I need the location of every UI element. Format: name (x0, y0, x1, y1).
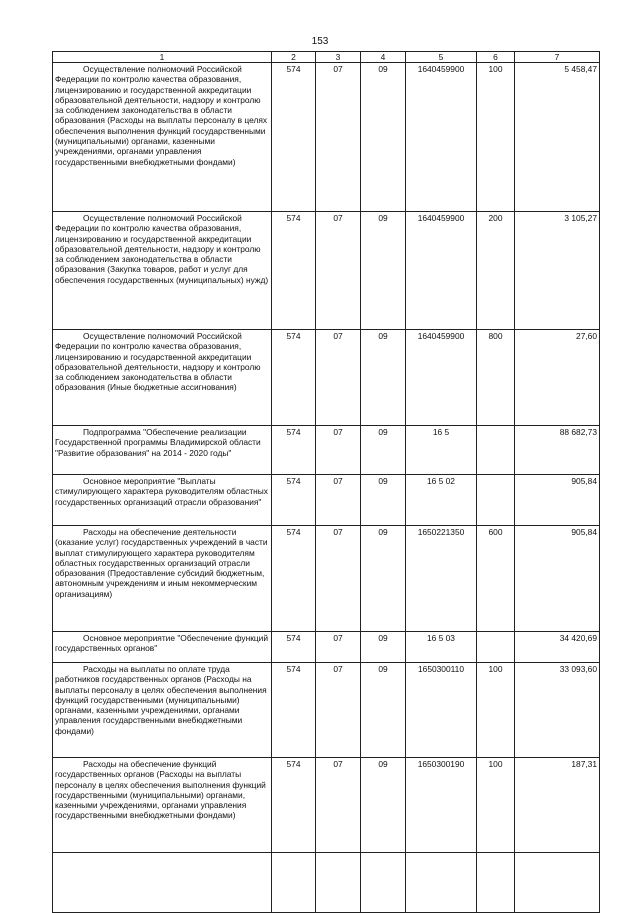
amount-cell: 905,84 (515, 526, 600, 632)
expense-name-cell (53, 475, 272, 526)
section-code-cell: 07 (316, 475, 361, 526)
expense-name: Расходы на обеспечение функций государственных органов (Расходы на выплаты персоналу в целях обеспечения выполнения функций государственными (муниципальными) органами, казенными учреждениями, органами управления государственными внебюджетными фондами) (55, 759, 266, 821)
amount-cell: 27,60 (515, 330, 600, 426)
column-header: 7 (515, 52, 600, 63)
subsection-code-cell: 09 (361, 63, 406, 212)
expense-type-cell: 100 (477, 758, 515, 853)
expense-type-cell (477, 475, 515, 526)
subsection-code-cell: 09 (361, 330, 406, 426)
section-code-cell: 07 (316, 632, 361, 663)
subsection-code-cell: 09 (361, 758, 406, 853)
ministry-code-cell: 574 (272, 526, 316, 632)
target-article-cell: 16 5 03 (406, 632, 477, 663)
expense-name: Основное мероприятие "Выплаты стимулирующего характера руководителям областных государственных организаций отрасли образования" (55, 476, 268, 507)
table-row (53, 663, 600, 758)
budget-table (52, 51, 600, 913)
table-row (53, 632, 600, 663)
table-row (53, 426, 600, 475)
amount-cell: 88 682,73 (515, 426, 600, 475)
expense-type-cell: 800 (477, 330, 515, 426)
blank-cell (53, 853, 272, 913)
table-row (53, 63, 600, 212)
expense-type-cell: 100 (477, 63, 515, 212)
expense-type-cell: 100 (477, 663, 515, 758)
expense-name-cell (53, 758, 272, 853)
expense-name-cell (53, 426, 272, 475)
blank-cell (477, 853, 515, 913)
amount-cell: 3 105,27 (515, 212, 600, 330)
target-article-cell: 16 5 (406, 426, 477, 475)
section-code-cell: 07 (316, 330, 361, 426)
subsection-code-cell: 09 (361, 475, 406, 526)
expense-name-cell (53, 212, 272, 330)
table-row (53, 758, 600, 853)
expense-name-cell (53, 63, 272, 212)
subsection-code-cell: 09 (361, 663, 406, 758)
column-header: 2 (272, 52, 316, 63)
ministry-code-cell: 574 (272, 758, 316, 853)
blank-cell (406, 853, 477, 913)
column-header: 6 (477, 52, 515, 63)
ministry-code-cell: 574 (272, 663, 316, 758)
ministry-code-cell: 574 (272, 212, 316, 330)
expense-type-cell: 200 (477, 212, 515, 330)
target-article-cell: 16 5 02 (406, 475, 477, 526)
expense-name-cell (53, 330, 272, 426)
ministry-code-cell: 574 (272, 632, 316, 663)
section-code-cell: 07 (316, 526, 361, 632)
amount-cell: 187,31 (515, 758, 600, 853)
page-number: 153 (311, 36, 329, 47)
column-header: 4 (361, 52, 406, 63)
section-code-cell: 07 (316, 63, 361, 212)
target-article-cell: 1640459900 (406, 212, 477, 330)
expense-name-cell (53, 632, 272, 663)
target-article-cell: 1650300110 (406, 663, 477, 758)
amount-cell: 905,84 (515, 475, 600, 526)
target-article-cell: 1650221350 (406, 526, 477, 632)
table-row (53, 526, 600, 632)
expense-type-cell (477, 632, 515, 663)
expense-name-cell (53, 663, 272, 758)
expense-name: Подпрограмма "Обеспечение реализации Государственной программы Владимирской области "Развитие образования" на 2014 - 2020 годы" (55, 427, 261, 458)
section-code-cell: 07 (316, 758, 361, 853)
column-header-row (53, 52, 600, 63)
expense-name: Расходы на обеспечение деятельности (оказание услуг) государственных учреждений в части выплат стимулирующего характера руководителям областных государственных организаций отрасли образования (Предоставление субсидий бюджетным, автономным учреждениям и иным некоммерческим организациям) (55, 527, 268, 599)
table-row-blank (53, 853, 600, 913)
amount-cell: 5 458,47 (515, 63, 600, 212)
table-row (53, 212, 600, 330)
section-code-cell: 07 (316, 212, 361, 330)
ministry-code-cell: 574 (272, 63, 316, 212)
table-row (53, 330, 600, 426)
expense-name: Расходы на выплаты по оплате труда работников государственных органов (Расходы на выплаты персоналу в целях обеспечения выполнения функций государственными (муниципальными) органами, казенными учреждениями, органами управления государственными внебюджетными фондами) (55, 664, 267, 736)
expense-type-cell: 600 (477, 526, 515, 632)
blank-cell (361, 853, 406, 913)
blank-cell (272, 853, 316, 913)
ministry-code-cell: 574 (272, 475, 316, 526)
section-code-cell: 07 (316, 426, 361, 475)
target-article-cell: 1640459900 (406, 330, 477, 426)
subsection-code-cell: 09 (361, 632, 406, 663)
amount-cell: 34 420,69 (515, 632, 600, 663)
target-article-cell: 1650300190 (406, 758, 477, 853)
expense-name: Основное мероприятие "Обеспечение функций государственных органов" (55, 633, 269, 654)
section-code-cell: 07 (316, 663, 361, 758)
subsection-code-cell: 09 (361, 212, 406, 330)
column-header: 3 (316, 52, 361, 63)
amount-cell: 33 093,60 (515, 663, 600, 758)
ministry-code-cell: 574 (272, 426, 316, 475)
subsection-code-cell: 09 (361, 426, 406, 475)
blank-cell (515, 853, 600, 913)
subsection-code-cell: 09 (361, 526, 406, 632)
table-row (53, 475, 600, 526)
expense-type-cell (477, 426, 515, 475)
target-article-cell: 1640459900 (406, 63, 477, 212)
ministry-code-cell: 574 (272, 330, 316, 426)
expense-name: Осуществление полномочий Российской Федерации по контролю качества образования, лицензированию и государственной аккредитации образовательной деятельности, надзору и контролю за соблюдением законодательства в области образования (Иные бюджетные ассигнования) (55, 331, 261, 393)
blank-cell (316, 853, 361, 913)
column-header: 1 (53, 52, 272, 63)
expense-name: Осуществление полномочий Российской Федерации по контролю качества образования, лицензированию и государственной аккредитации образовательной деятельности, надзору и контролю за соблюдением законодательства в области образования (Закупка товаров, работ и услуг для обеспечения государственных (муниципальных) нужд) (55, 213, 269, 285)
column-header: 5 (406, 52, 477, 63)
expense-name: Осуществление полномочий Российской Федерации по контролю качества образования, лицензированию и государственной аккредитации образовательной деятельности, надзору и контролю за соблюдением законодательства в области образования (Расходы на выплаты персоналу в целях обеспечения выполнения функций государственными (муниципальными) органами, казенными учреждениями, органами управления государственными внебюджетными фондами) (55, 64, 268, 167)
expense-name-cell (53, 526, 272, 632)
